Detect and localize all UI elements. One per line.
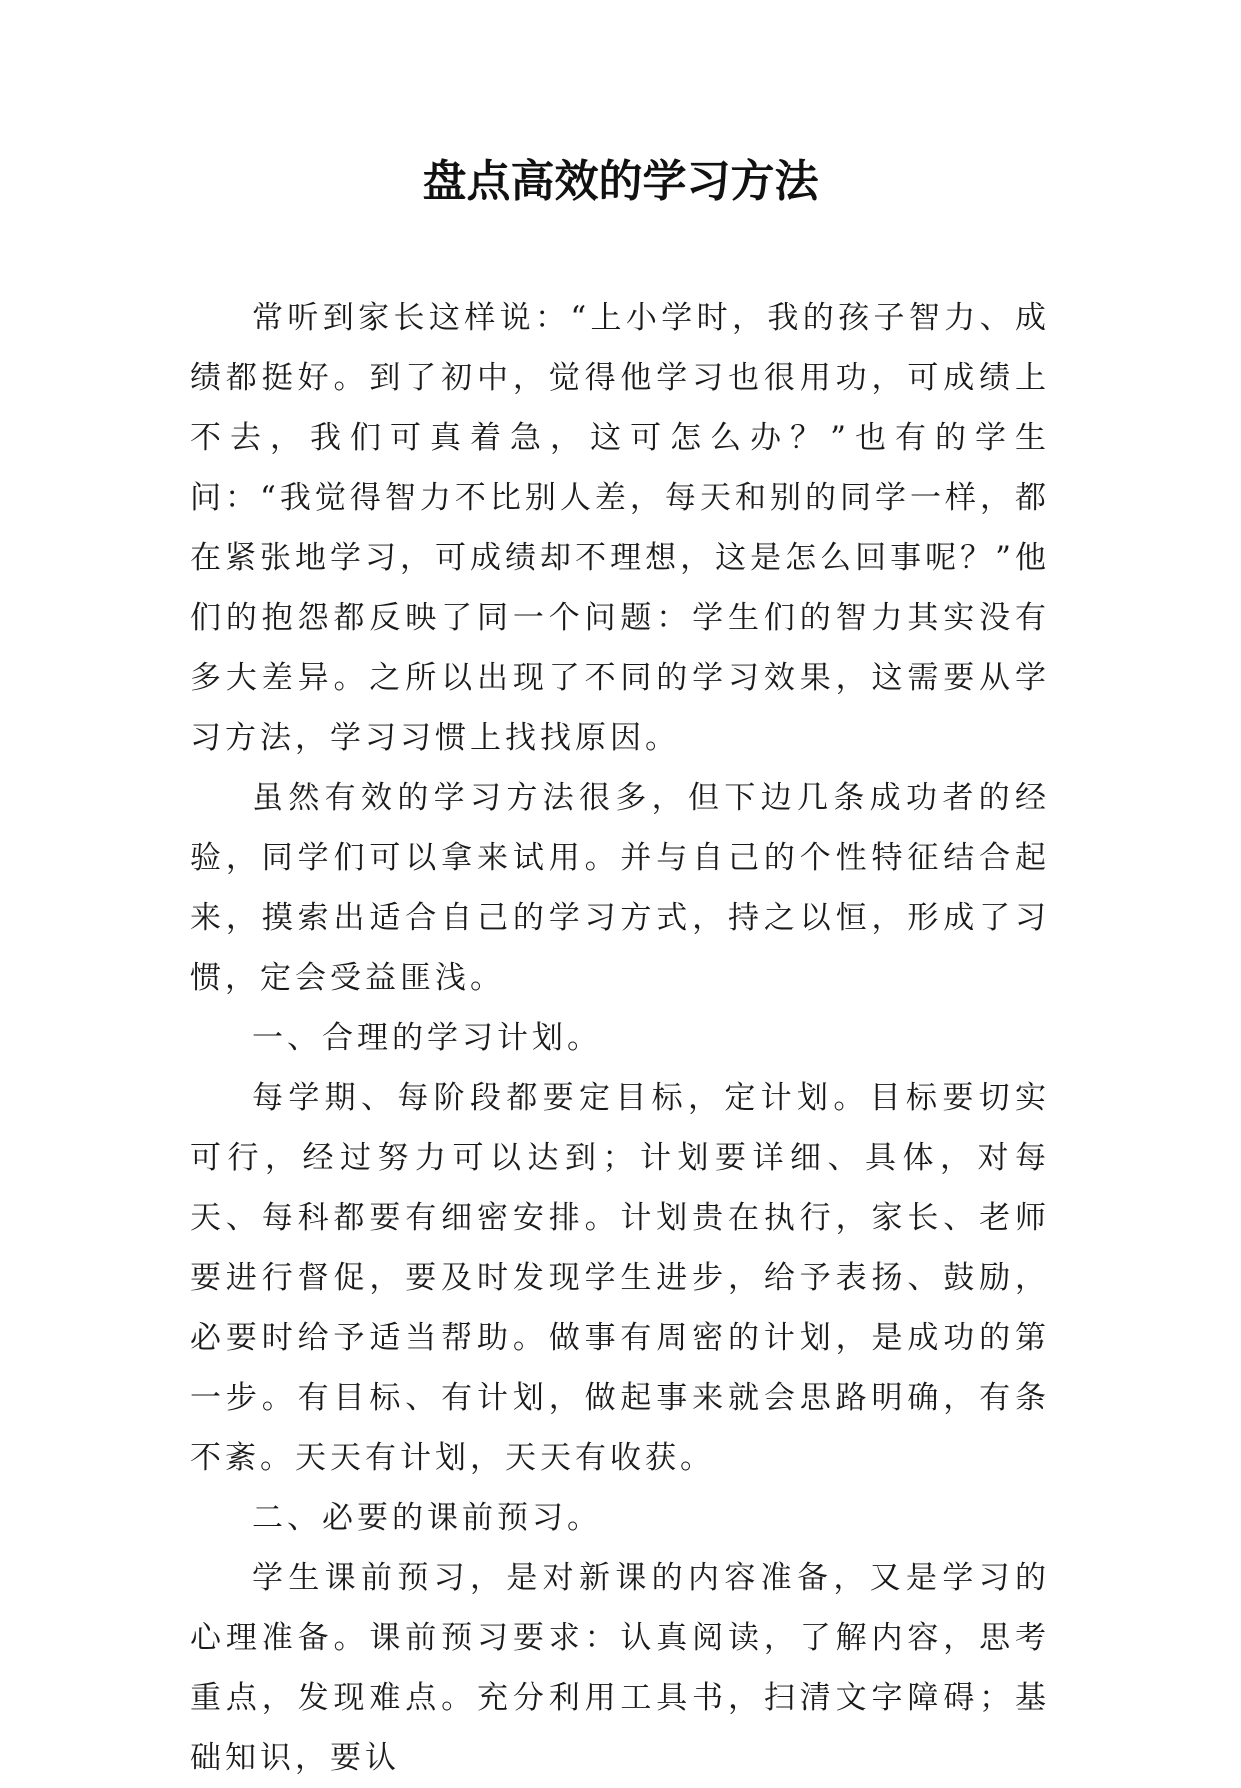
document-title: 盘点高效的学习方法 (422, 156, 819, 207)
document-body (190, 288, 1050, 1788)
section-heading-study-plan: 一、合理的学习计划。 (252, 1020, 602, 1056)
paragraph-intro: 常听到家长这样说：“上小学时，我的孩子智力、成绩都挺好。到了初中，觉得他学习也很用功，可成绩上不去，我们可真着急，这可怎么办？”也有的学生问：“我觉得智力不比别人差，每天和别的同学一样，都在紧张地学习，可成绩却不理想，这是怎么回事呢？”他们的抱怨都反映了同一个问题：学生们的智力其实没有多大差异。之所以出现了不同的学习效果，这需要从学习方法，学习习惯上找找原因。 (190, 300, 1050, 756)
paragraph-methods-overview: 虽然有效的学习方法很多，但下边几条成功者的经验，同学们可以拿来试用。并与自己的个性特征结合起来，摸索出适合自己的学习方式，持之以恒，形成了习惯，定会受益匪浅。 (190, 780, 1050, 996)
paragraph-study-plan: 每学期、每阶段都要定目标，定计划。目标要切实可行，经过努力可以达到；计划要详细、具体，对每天、每科都要有细密安排。计划贵在执行，家长、老师要进行督促，要及时发现学生进步，给予表扬、鼓励，必要时给予适当帮助。做事有周密的计划，是成功的第一步。有目标、有计划，做起事来就会思路明确，有条不紊。天天有计划，天天有收获。 (190, 1080, 1050, 1476)
paragraph-preview: 学生课前预习，是对新课的内容准备，又是学习的心理准备。课前预习要求：认真阅读，了解内容，思考重点，发现难点。充分利用工具书，扫清文字障碍；基础知识，要认 (190, 1560, 1050, 1776)
section-heading-preview: 二、必要的课前预习。 (252, 1500, 602, 1536)
